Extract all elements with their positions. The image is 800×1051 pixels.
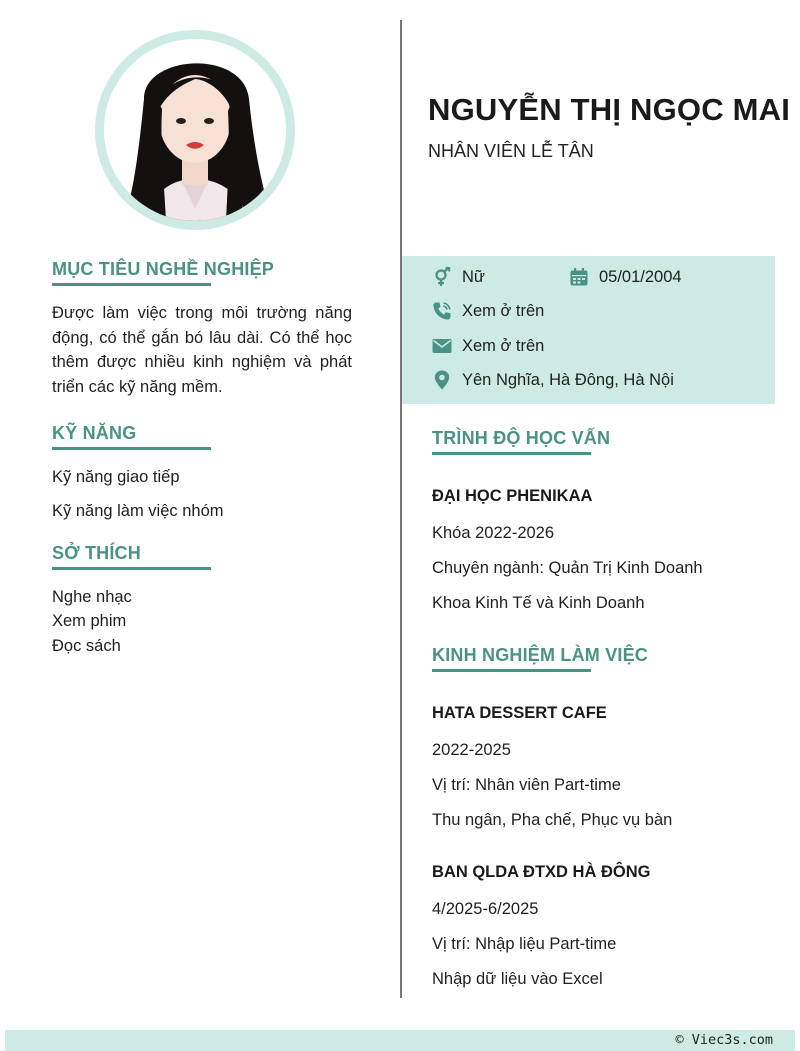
birthday-row <box>569 267 682 287</box>
school-name: ĐẠI HỌC PHENIKAA <box>432 487 593 505</box>
avatar-ring <box>95 30 295 230</box>
email-row <box>432 336 544 356</box>
phone-row <box>432 301 544 321</box>
email-value: Xem ở trên <box>462 336 545 355</box>
objective-text: Được làm việc trong môi trường năng động, có thể gắn bó lâu dài. Có thể học thêm được nhiều kinh nghiệm và phát triển các kỹ năng mềm. <box>52 304 352 396</box>
education-underline <box>432 452 591 455</box>
skill-item: Kỹ năng giao tiếp <box>52 468 180 486</box>
phone-value: Xem ở trên <box>462 301 545 320</box>
job-line: Vị trí: Nhân viên Part-time <box>432 776 621 794</box>
company-name: BAN QLDA ĐTXD HÀ ĐÔNG <box>432 863 651 881</box>
hobby-item: Đọc sách <box>52 637 121 655</box>
job-line: Thu ngân, Pha chế, Phục vụ bàn <box>432 811 673 829</box>
gender-icon <box>432 267 452 287</box>
education-title: TRÌNH ĐỘ HỌC VẤN <box>432 428 611 448</box>
education-line: Khóa 2022-2026 <box>432 524 555 542</box>
job-title: NHÂN VIÊN LỄ TÂN <box>428 141 594 161</box>
phone-icon <box>432 301 452 321</box>
skills-underline <box>52 447 211 450</box>
birthday-value: 05/01/2004 <box>599 267 682 286</box>
hobby-item: Nghe nhạc <box>52 588 132 606</box>
footer-watermark: © Viec3s.com <box>675 1032 773 1048</box>
job-line: 2022-2025 <box>432 741 511 759</box>
experience-title: KINH NGHIỆM LÀM VIỆC <box>432 645 649 665</box>
calendar-icon <box>569 267 589 287</box>
company-name: HATA DESSERT CAFE <box>432 704 607 722</box>
job-line: Nhập dữ liệu vào Excel <box>432 970 603 988</box>
address-row <box>432 370 674 390</box>
experience-underline <box>432 669 591 672</box>
envelope-icon <box>432 336 452 356</box>
objective-underline <box>52 283 211 286</box>
gender-value: Nữ <box>462 267 485 286</box>
hobbies-title: SỞ THÍCH <box>52 543 141 563</box>
hobby-item: Xem phim <box>52 612 127 630</box>
skill-item: Kỹ năng làm việc nhóm <box>52 502 224 520</box>
job-line: 4/2025-6/2025 <box>432 900 539 918</box>
skills-title: KỸ NĂNG <box>52 423 137 443</box>
location-pin-icon <box>432 370 452 390</box>
column-divider <box>400 20 402 998</box>
hobbies-underline <box>52 567 211 570</box>
contact-info-box <box>402 256 775 404</box>
full-name: NGUYỄN THỊ NGỌC MAI <box>428 92 791 127</box>
job-line: Vị trí: Nhập liệu Part-time <box>432 935 617 953</box>
avatar <box>104 39 286 221</box>
education-line: Khoa Kinh Tế và Kinh Doanh <box>432 594 645 612</box>
footer-bar <box>5 1030 795 1051</box>
avatar-photo <box>104 39 286 221</box>
objective-title: MỤC TIÊU NGHỀ NGHIỆP <box>52 259 275 279</box>
gender-row <box>432 267 485 287</box>
address-value: Yên Nghĩa, Hà Đông, Hà Nội <box>462 370 674 389</box>
education-line: Chuyên ngành: Quản Trị Kinh Doanh <box>432 559 703 577</box>
